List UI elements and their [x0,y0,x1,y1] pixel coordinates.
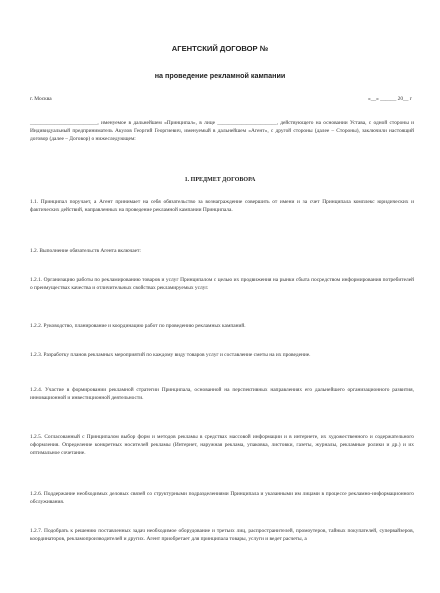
paragraph-1-2-6: 1.2.6. Поддержание необходимых деловых связей со структурными подразделениями Принципала и указанными им лицами в процессе рекламно-информационного обслуживания. [30,491,414,505]
paragraph-1-2-3: 1.2.3. Разработку планов рекламных мероприятий по каждому виду товаров услуг и составление сметы на их проведение. [30,352,311,358]
paragraph-1-2: 1.2. Выполнение обязательств Агента включает: [30,248,141,254]
paragraph-1-2-1: 1.2.1. Организацию работы по рекламированию товаров и услуг Принципалом с целью их продвижения на рынки сбыта посредством информирования потребителей о преимуществах качества и отличительных свойствах рекламируемых услуг. [30,277,414,291]
paragraph-1-2-7: 1.2.7. Подобрать к решению поставленных задач необходимое оборудование и третьих лиц, распространителей, промоутеров, тайных покупателей, супервайзеров, координаторов, рекламопроизводителей и других. Агент приобретает для принципала товары, услуги и ведет расчеты, а [30,528,414,542]
paragraph-1-2-5: 1.2.5. Согласованный с Принципалом выбор форм и методов рекламы в средствах массовой информации и в интернете, их художественного и содержательного оформления. Определение конкретных носителей рекламы (Интернет, наружная реклама, упаковка, листовки, газеты, журналы, рекламные ролики и др.) и их оптимальное сочетание. [30,434,414,456]
preamble: _________________________, именуемое в дальнейшем «Принципал», в лице ______________________, действующего на основании Устава, с одной стороны и Индивидуальный предприниматель Акулов Георгий Георгиевич, именуемый в дальнейшем «Агент», с другой стороны (далее – Стороны), заключили настоящий договор (далее – Договор) о нижеследующем: [30,120,414,142]
paragraph-1-2-4: 1.2.4. Участие в формировании рекламной стратегии Принципала, основанной на перспективных направлениях его дальнейшего организационного развития, инновационной и инвестиционной деятельности. [30,387,414,401]
city-date-line [30,96,412,102]
document-subtitle: на проведение рекламной кампании [154,71,286,80]
paragraph-1-1: 1.1. Принципал поручает, а Агент принимает на себя обязательство за вознаграждение совершить от имени и за счет Принципала комплекс юридических и фактических действий, направленных на проведение рекламной кампании Принципала. [30,199,414,213]
city: г. Москва [30,96,52,102]
document-title: АГЕНТСКИЙ ДОГОВОР № [171,44,269,53]
date: «__» ______ 20__ г [368,96,412,102]
paragraph-1-2-2: 1.2.2. Руководство, планирование и координацию работ по проведению рекламных кампаний. [30,323,246,329]
section-heading: 1. ПРЕДМЕТ ДОГОВОРА [184,177,256,183]
